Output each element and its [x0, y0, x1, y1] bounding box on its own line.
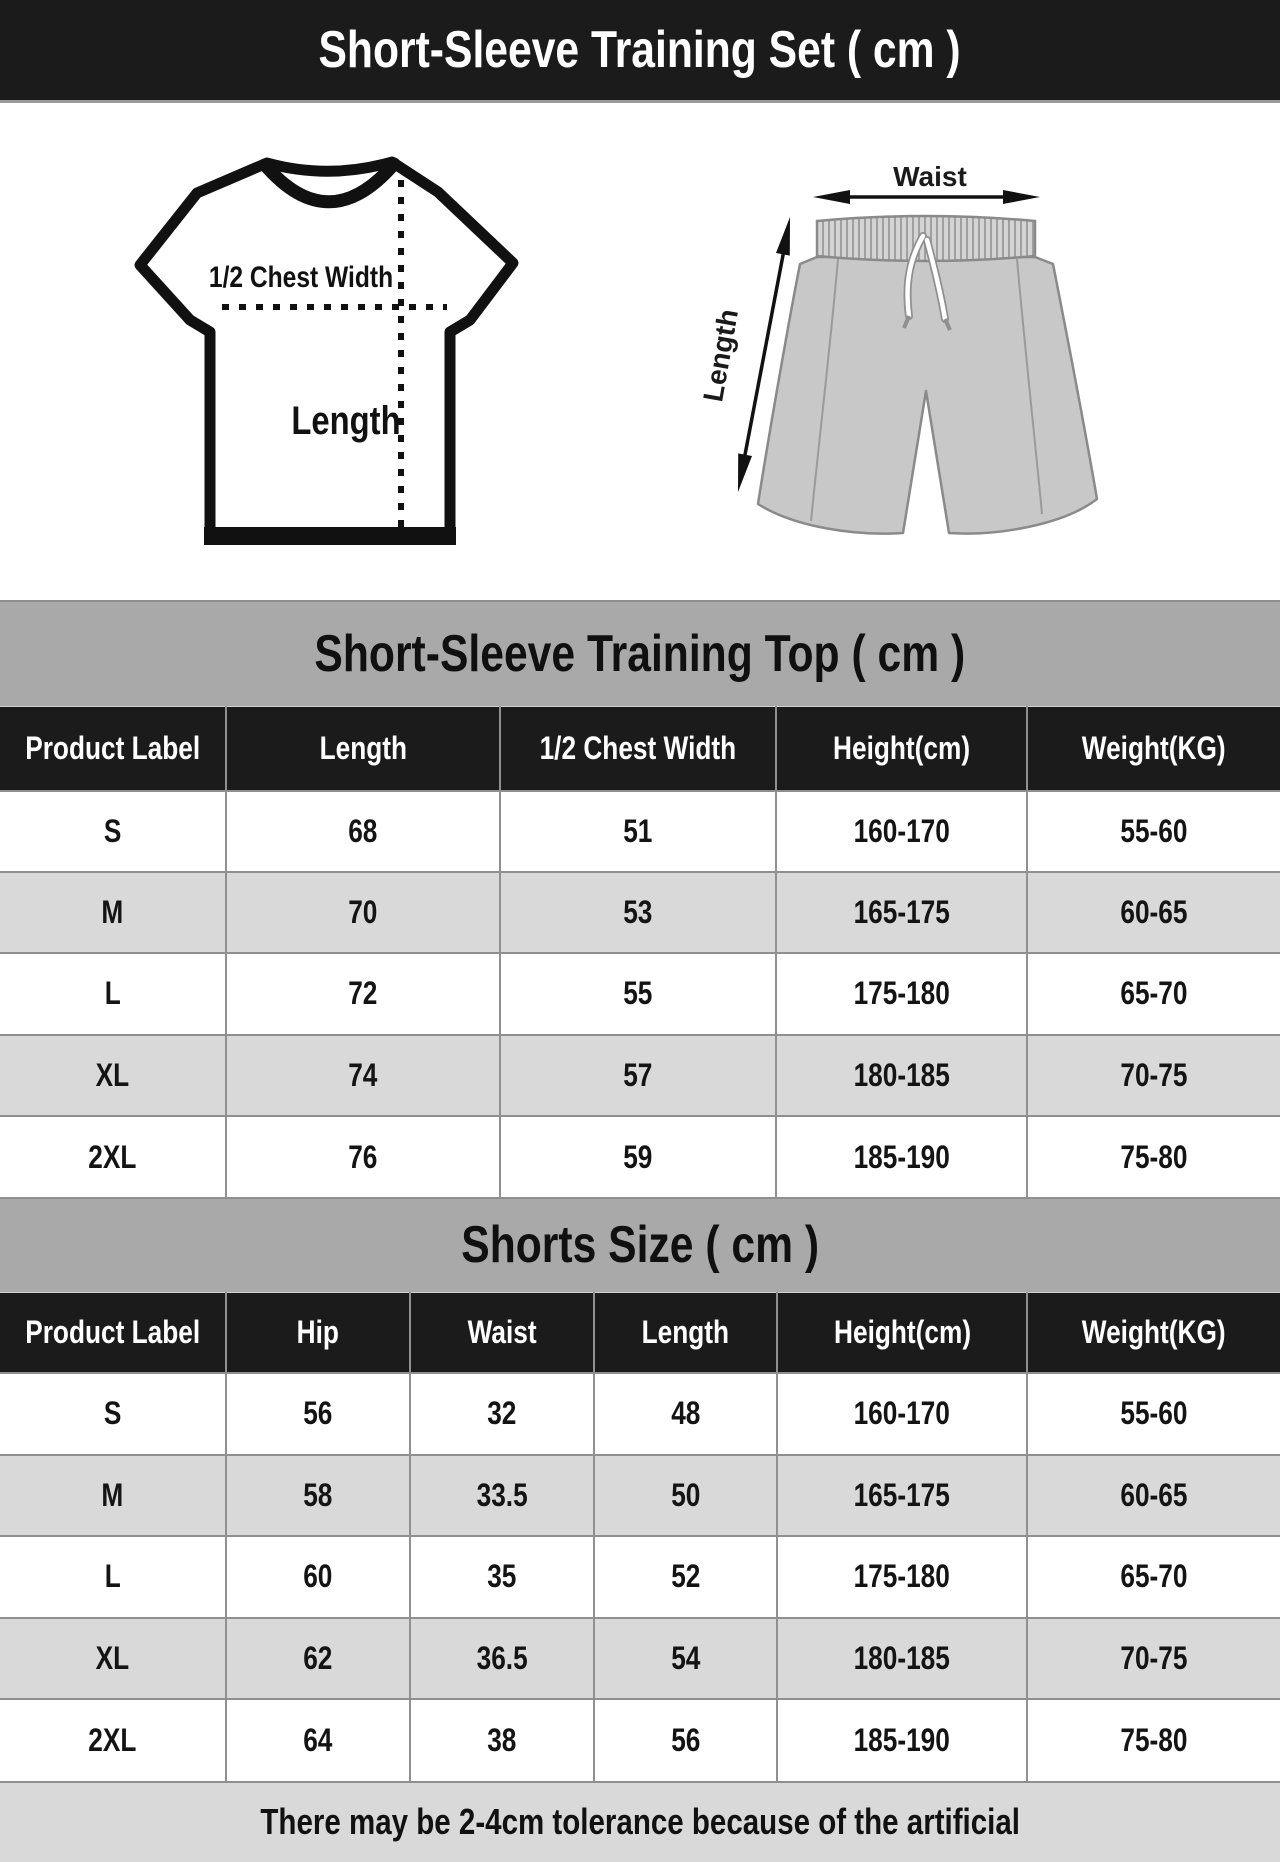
table-row [0, 1618, 1280, 1700]
tshirt-diagram [95, 135, 545, 560]
table-cell: S [0, 1373, 226, 1455]
column-header: Length [226, 707, 500, 791]
tolerance-note: There may be 2-4cm tolerance because of the artificial [0, 1781, 1280, 1862]
column-header: Hip [226, 1293, 410, 1373]
shorts-size-table [0, 1292, 1280, 1780]
length-arrowhead-bottom [738, 453, 752, 492]
column-header: Waist [410, 1293, 594, 1373]
top-table-header-row [0, 707, 1280, 791]
tshirt-length-label: Length [291, 397, 401, 443]
table-cell: 57 [500, 1035, 776, 1116]
table-row [0, 953, 1280, 1034]
shorts-waist-label: Waist [893, 161, 967, 192]
table-cell: 32 [410, 1373, 594, 1455]
shorts-table-section-title: Shorts Size ( cm ) [0, 1197, 1280, 1292]
table-cell: 59 [500, 1116, 776, 1197]
table-cell: 51 [500, 791, 776, 872]
table-row [0, 1455, 1280, 1537]
measurement-diagrams [0, 103, 1280, 600]
table-cell: 56 [226, 1373, 410, 1455]
table-row [0, 1699, 1280, 1781]
table-cell: 75-80 [1027, 1699, 1280, 1781]
table-cell: M [0, 872, 226, 953]
table-cell: 175-180 [777, 1536, 1027, 1618]
shorts-length-label: Length [697, 306, 745, 404]
table-cell: M [0, 1455, 226, 1537]
table-cell: 70 [226, 872, 500, 953]
column-header: 1/2 Chest Width [500, 707, 776, 791]
table-row [0, 791, 1280, 872]
table-cell: 165-175 [776, 872, 1027, 953]
shorts-table-header-row [0, 1293, 1280, 1373]
top-size-table [0, 706, 1280, 1197]
table-row [0, 872, 1280, 953]
page-title: Short-Sleeve Training Set ( cm ) [318, 21, 962, 79]
table-cell: 180-185 [777, 1618, 1027, 1700]
table-cell: 2XL [0, 1116, 226, 1197]
table-cell: 36.5 [410, 1618, 594, 1700]
table-cell: 60-65 [1027, 1455, 1280, 1537]
table-cell: 65-70 [1027, 953, 1280, 1034]
table-row [0, 1116, 1280, 1197]
shorts-diagram [610, 120, 1110, 550]
table-cell: 55-60 [1027, 1373, 1280, 1455]
table-cell: 48 [594, 1373, 777, 1455]
table-cell: 55-60 [1027, 791, 1280, 872]
column-header: Height(cm) [777, 1293, 1027, 1373]
column-header: Weight(KG) [1027, 1293, 1280, 1373]
table-cell: 165-175 [777, 1455, 1027, 1537]
table-cell: 74 [226, 1035, 500, 1116]
table-cell: 185-190 [777, 1699, 1027, 1781]
title-bar [0, 0, 1280, 103]
table-cell: 60 [226, 1536, 410, 1618]
table-cell: 70-75 [1027, 1035, 1280, 1116]
tshirt-outline [140, 162, 513, 535]
shorts-body [758, 257, 1097, 534]
length-arrowhead-top [776, 217, 790, 256]
table-cell: L [0, 953, 226, 1034]
table-cell: 75-80 [1027, 1116, 1280, 1197]
table-cell: 175-180 [776, 953, 1027, 1034]
waist-arrowhead-right [1003, 190, 1040, 204]
table-cell: 160-170 [777, 1373, 1027, 1455]
tshirt-chest-label: 1/2 Chest Width [208, 259, 394, 294]
table-cell: 2XL [0, 1699, 226, 1781]
waist-arrowhead-left [813, 190, 850, 204]
table-cell: 160-170 [776, 791, 1027, 872]
column-header: Product Label [0, 1293, 226, 1373]
table-cell: 35 [410, 1536, 594, 1618]
table-cell: 64 [226, 1699, 410, 1781]
column-header: Product Label [0, 707, 226, 791]
table-cell: 53 [500, 872, 776, 953]
tshirt-hem [204, 527, 456, 545]
table-cell: L [0, 1536, 226, 1618]
table-cell: 68 [226, 791, 500, 872]
table-cell: 65-70 [1027, 1536, 1280, 1618]
table-cell: 180-185 [776, 1035, 1027, 1116]
table-cell: 56 [594, 1699, 777, 1781]
table-cell: 54 [594, 1618, 777, 1700]
column-header: Weight(KG) [1027, 707, 1280, 791]
table-cell: 185-190 [776, 1116, 1027, 1197]
table-row [0, 1035, 1280, 1116]
table-cell: 70-75 [1027, 1618, 1280, 1700]
column-header: Length [594, 1293, 777, 1373]
column-header: Height(cm) [776, 707, 1027, 791]
table-cell: S [0, 791, 226, 872]
table-cell: 76 [226, 1116, 500, 1197]
table-cell: 62 [226, 1618, 410, 1700]
table-cell: XL [0, 1618, 226, 1700]
table-cell: 50 [594, 1455, 777, 1537]
table-row [0, 1536, 1280, 1618]
table-cell: 38 [410, 1699, 594, 1781]
table-cell: XL [0, 1035, 226, 1116]
table-cell: 58 [226, 1455, 410, 1537]
table-cell: 33.5 [410, 1455, 594, 1537]
table-cell: 55 [500, 953, 776, 1034]
table-cell: 60-65 [1027, 872, 1280, 953]
top-table-section-title: Short-Sleeve Training Top ( cm ) [0, 600, 1280, 706]
table-cell: 52 [594, 1536, 777, 1618]
table-row [0, 1373, 1280, 1455]
table-cell: 72 [226, 953, 500, 1034]
